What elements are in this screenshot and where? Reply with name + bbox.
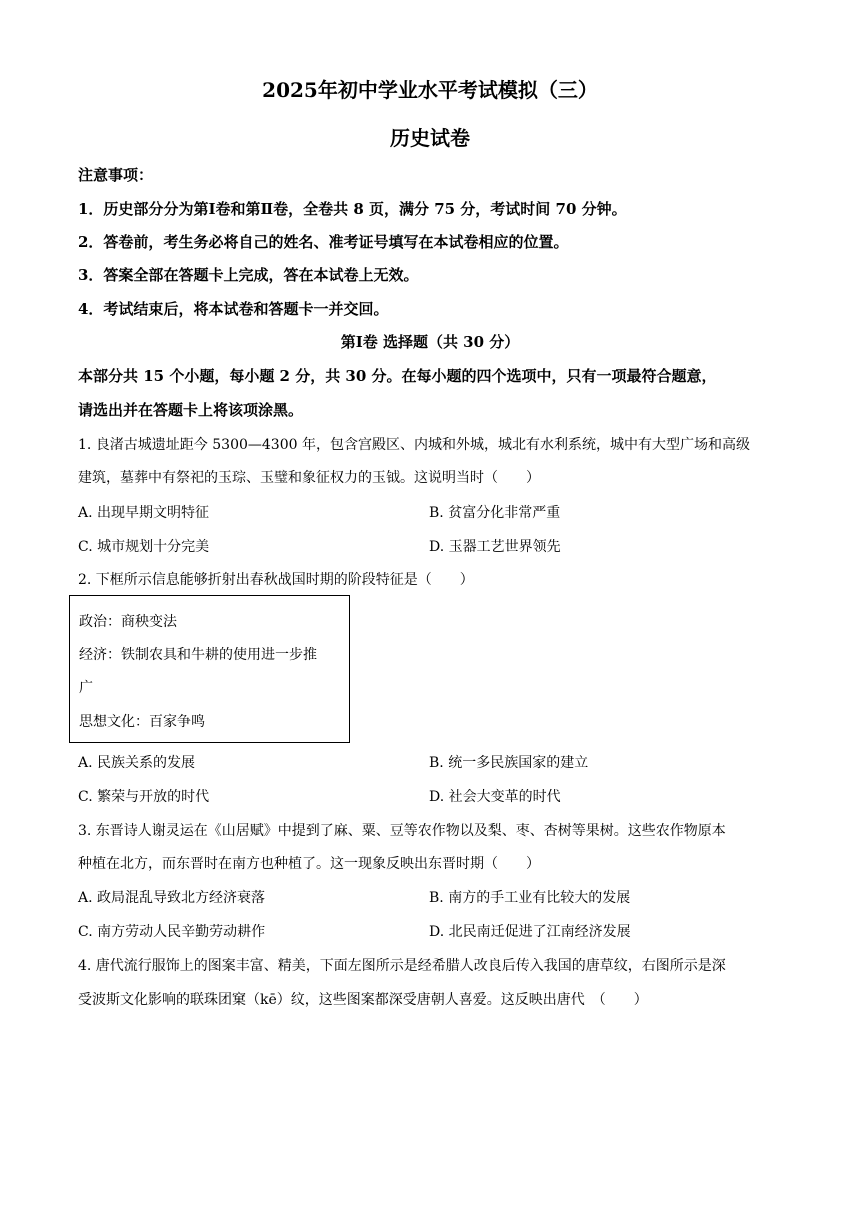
box-line: 经济：铁制农具和牛耕的使用进一步推 xyxy=(79,647,317,663)
question-3-option-b: B. 南方的手工业有比较大的发展 xyxy=(429,890,631,906)
question-1-option-c: C. 城市规划十分完美 xyxy=(78,539,210,555)
question-2-option-c: C. 繁荣与开放的时代 xyxy=(78,789,210,805)
exam-title: 2025年初中学业水平考试模拟（三） xyxy=(262,78,598,102)
question-1-option-a: A. 出现早期文明特征 xyxy=(78,505,210,521)
question-3-stem: 3. 东晋诗人谢灵运在《山居赋》中提到了麻、粟、豆等农作物以及梨、枣、杏树等果树。这些农作物原本 xyxy=(78,823,726,839)
question-3-option-d: D. 北民南迁促进了江南经济发展 xyxy=(429,924,631,940)
question-3-stem: 种植在北方，而东晋时在南方也种植了。这一现象反映出东晋时期（ ） xyxy=(78,856,540,872)
note-item: 1．历史部分分为第Ⅰ卷和第Ⅱ卷，全卷共 8 页，满分 75 分，考试时间 70 分钟。 xyxy=(78,200,627,218)
question-3-option-a: A. 政局混乱导致北方经济衰落 xyxy=(78,890,266,906)
question-2-stem: 2. 下框所示信息能够折射出春秋战国时期的阶段特征是（ ） xyxy=(78,572,474,588)
section-instruction: 请选出并在答题卡上将该项涂黑。 xyxy=(78,401,304,419)
note-item: 3．答案全部在答题卡上完成，答在本试卷上无效。 xyxy=(78,266,419,284)
box-line: 广 xyxy=(79,680,93,696)
question-1-option-d: D. 玉器工艺世界领先 xyxy=(429,539,561,555)
question-4-stem: 受波斯文化影响的联珠团窠（kē）纹，这些图案都深受唐朝人喜爱。这反映出唐代 （ ） xyxy=(78,992,648,1008)
question-1-stem: 1. 良渚古城遗址距今 5300—4300 年，包含宫殿区、内城和外城，城北有水利系统，城中有大型广场和高级 xyxy=(78,437,750,453)
question-1-stem: 建筑，墓葬中有祭祀的玉琮、玉璧和象征权力的玉钺。这说明当时（ ） xyxy=(78,470,540,486)
question-1-option-b: B. 贫富分化非常严重 xyxy=(429,505,561,521)
question-3-option-c: C. 南方劳动人民辛勤劳动耕作 xyxy=(78,924,266,940)
question-2-info-box xyxy=(69,595,350,743)
box-line: 政治：商秧变法 xyxy=(79,614,177,630)
question-2-option-b: B. 统一多民族国家的建立 xyxy=(429,755,589,771)
note-item: 4．考试结束后，将本试卷和答题卡一并交回。 xyxy=(78,300,389,318)
question-2-option-d: D. 社会大变革的时代 xyxy=(429,789,561,805)
question-2-option-a: A. 民族关系的发展 xyxy=(78,755,196,771)
section-title: 第Ⅰ卷 选择题（共 30 分） xyxy=(340,333,520,351)
box-line: 思想文化：百家争鸣 xyxy=(79,714,205,730)
section-instruction: 本部分共 15 个小题，每小题 2 分，共 30 分。在每小题的四个选项中，只有一项最符合题意， xyxy=(78,367,717,385)
question-4-stem: 4. 唐代流行服饰上的图案丰富、精美，下面左图所示是经希腊人改良后传入我国的唐草纹，右图所示是深 xyxy=(78,958,726,974)
note-item: 2．答卷前，考生务必将自己的姓名、准考证号填写在本试卷相应的位置。 xyxy=(78,233,569,251)
exam-subtitle: 历史试卷 xyxy=(390,126,470,150)
notes-heading: 注意事项： xyxy=(78,166,154,184)
